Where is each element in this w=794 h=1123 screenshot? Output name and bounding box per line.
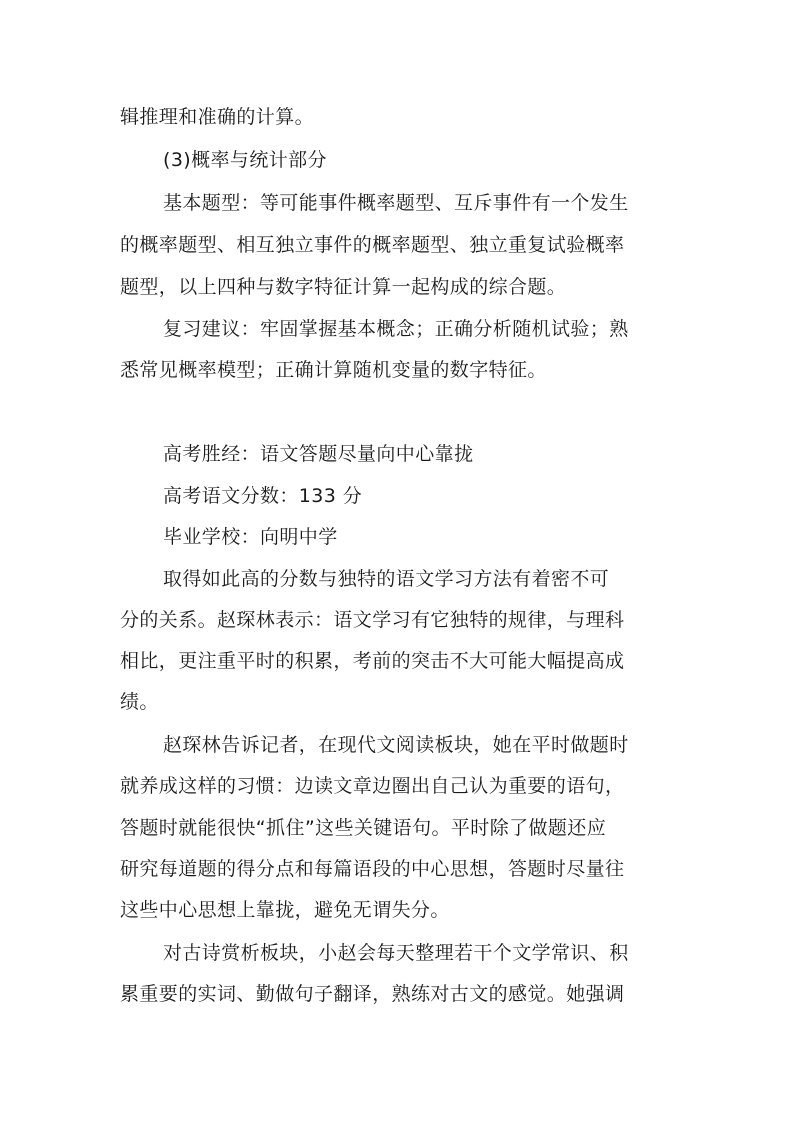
score-line: 高考语文分数：133 分 xyxy=(163,485,363,507)
article-title: 高考胜经：语文答题尽量向中心靠拢 xyxy=(163,443,474,465)
section-heading: (3)概率与统计部分 xyxy=(163,149,327,171)
paragraph-line: 基本题型：等可能事件概率题型、互斥事件有一个发生 xyxy=(163,192,629,214)
paragraph-line: 研究每道题的得分点和每篇语段的中心思想，答题时尽量往 xyxy=(120,858,625,880)
school-line: 毕业学校：向明中学 xyxy=(163,526,338,548)
paragraph-line: 相比，更注重平时的积累，考前的突击不大可能大幅提高成 xyxy=(120,650,625,672)
paragraph-line: 分的关系。赵琛林表示：语文学习有它独特的规律，与理科 xyxy=(120,609,625,631)
paragraph-line: 赵琛林告诉记者，在现代文阅读板块，她在平时做题时 xyxy=(163,734,629,756)
paragraph-line: 绩。 xyxy=(120,691,159,713)
paragraph-line: 累重要的实词、勤做句子翻译，熟练对古文的感觉。她强调 xyxy=(120,983,625,1005)
paragraph-line: 的概率题型、相互独立事件的概率题型、独立重复试验概率 xyxy=(120,234,625,256)
paragraph-line: 答题时就能很快“抓住”这些关键语句。平时除了做题还应 xyxy=(120,817,607,839)
paragraph-line: 辑推理和准确的计算。 xyxy=(120,106,315,128)
paragraph-line: 就养成这样的习惯：边读文章边圈出自己认为重要的语句， xyxy=(120,775,625,797)
paragraph-line: 复习建议：牢固掌握基本概念；正确分析随机试验；熟 xyxy=(163,318,629,340)
paragraph-line: 对古诗赏析板块，小赵会每天整理若干个文学常识、积 xyxy=(163,942,629,964)
paragraph-line: 题型，以上四种与数字特征计算一起构成的综合题。 xyxy=(120,276,567,298)
paragraph-line: 悉常见概率模型；正确计算随机变量的数字特征。 xyxy=(120,359,547,381)
paragraph-line: 这些中心思想上靠拢，避免无谓失分。 xyxy=(120,899,450,921)
paragraph-line: 取得如此高的分数与独特的语文学习方法有着密不可 xyxy=(163,568,610,590)
